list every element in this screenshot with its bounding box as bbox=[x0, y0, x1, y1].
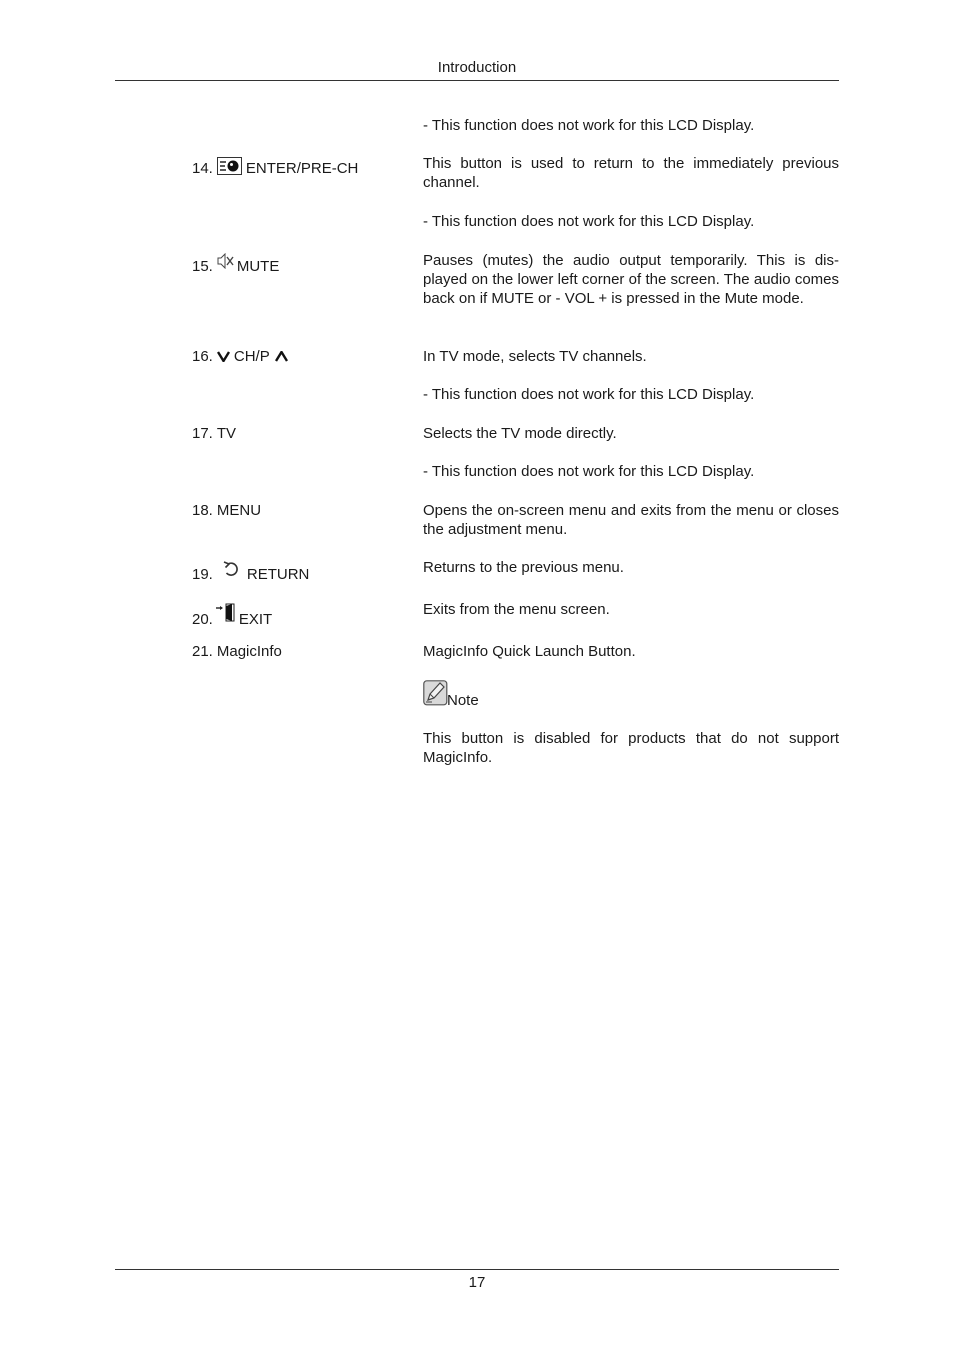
note-text-end: . bbox=[488, 749, 493, 766]
row-17-label: TV bbox=[216, 425, 237, 442]
note-text bbox=[423, 729, 839, 767]
footer-rule bbox=[115, 1269, 839, 1270]
row-18-label: MENU bbox=[216, 502, 262, 519]
row-15-label: MUTE bbox=[236, 258, 280, 275]
row-18-desc-1: Opens the on-screen menu and exits from the menu or closes the adjustment menu. bbox=[423, 502, 839, 538]
row-16-desc-1: In TV mode, selects TV channels. bbox=[423, 348, 647, 365]
note-text-emph: MagicInfo bbox=[423, 749, 489, 766]
page-number: 17 bbox=[468, 1274, 486, 1291]
row-19-desc-1: Returns to the previous menu. bbox=[423, 559, 624, 576]
row-20-key bbox=[192, 603, 412, 629]
return-arrow-icon bbox=[223, 561, 239, 578]
row-21-number: 21. bbox=[192, 643, 213, 660]
note-text-main: This button is disabled for products that do not support bbox=[423, 730, 839, 747]
row-17-key bbox=[192, 424, 412, 443]
row-16-number: 16. bbox=[192, 348, 213, 365]
row-18-key bbox=[192, 501, 412, 520]
chevron-down-icon bbox=[217, 351, 230, 362]
row-19-number: 19. bbox=[192, 566, 213, 583]
row-16-key bbox=[192, 347, 412, 366]
row-19-label: RETURN bbox=[246, 566, 310, 583]
row-17-number: 17. bbox=[192, 425, 213, 442]
row-14-desc-2: - This function does not work for this LCD Display. bbox=[423, 213, 755, 230]
row-14-key bbox=[192, 157, 412, 178]
row-16-label: CH/P bbox=[233, 348, 270, 365]
row-15-desc-1: Pauses (mutes) the audio output temporarily. This is dis-played on the lower left corner of the screen. The audio comes back on if MUTE or - VOL + is pressed in the Mute mode. bbox=[423, 252, 839, 307]
row-18-number: 18. bbox=[192, 502, 213, 519]
row-13-desc-1: - This function does not work for this LCD Display. bbox=[423, 117, 755, 134]
row-21-desc-1: MagicInfo Quick Launch Button. bbox=[423, 643, 636, 660]
row-21-key bbox=[192, 642, 412, 661]
row-14-desc-1: This button is used to return to the immediately previous channel. bbox=[423, 155, 839, 191]
row-20-label: EXIT bbox=[238, 611, 273, 628]
row-20-number: 20. bbox=[192, 611, 213, 628]
header-rule bbox=[115, 80, 839, 81]
exit-door-icon bbox=[216, 603, 236, 622]
chevron-up-icon bbox=[275, 351, 288, 362]
row-16-desc-2: - This function does not work for this LCD Display. bbox=[423, 386, 755, 403]
row-15-key bbox=[192, 253, 412, 276]
row-14-number: 14. bbox=[192, 160, 213, 177]
enter-prech-icon bbox=[217, 157, 242, 175]
row-19-key bbox=[192, 561, 412, 584]
row-15-number: 15. bbox=[192, 258, 213, 275]
note-pencil-icon bbox=[423, 680, 448, 706]
row-20-desc-1: Exits from the menu screen. bbox=[423, 601, 610, 618]
note-label: Note bbox=[447, 692, 479, 709]
row-17-desc-2: - This function does not work for this LCD Display. bbox=[423, 463, 755, 480]
page-header-title: Introduction bbox=[437, 59, 517, 76]
mute-speaker-icon bbox=[217, 253, 234, 269]
row-17-desc-1: Selects the TV mode directly. bbox=[423, 425, 617, 442]
row-21-label: MagicInfo bbox=[216, 643, 282, 660]
row-14-label: ENTER/PRE-CH bbox=[245, 160, 359, 177]
